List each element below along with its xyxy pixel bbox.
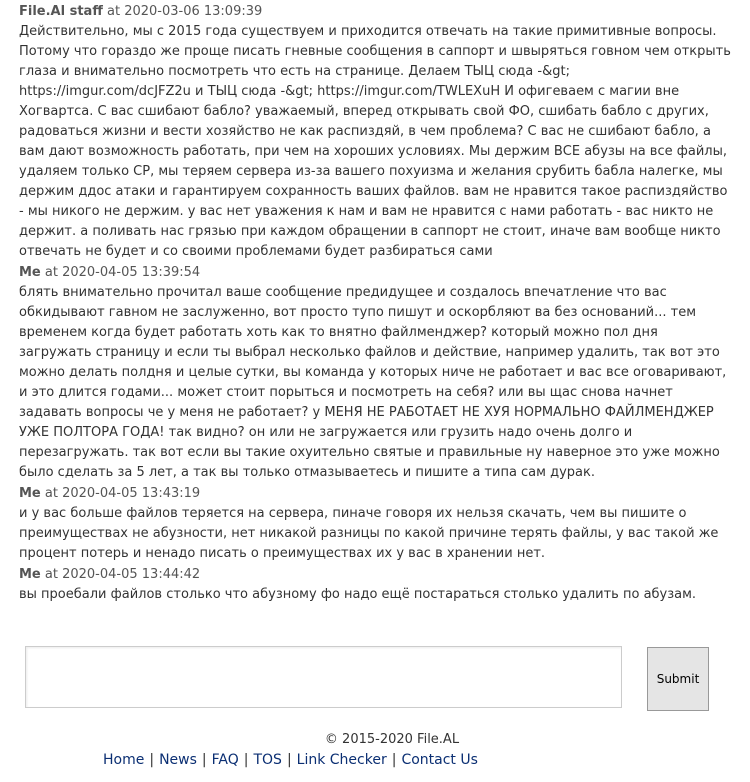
copyright-text: © 2015-2020 File.AL [324, 732, 460, 747]
message-date: at 2020-03-06 13:09:39 [107, 4, 263, 19]
message [19, 484, 734, 564]
message [19, 263, 734, 483]
footer-link-contact-us[interactable]: Contact Us [401, 752, 478, 768]
nav-separator: | [149, 752, 155, 768]
nav-separator: | [391, 752, 397, 768]
nav-separator: | [201, 752, 207, 768]
message-text: Действительно, мы с 2015 года существуем и приходится отвечать на такие примитивные вопросы. Потому что гораздо же проще писать гневные сообщения в саппорт и швыряться говном чем открыть глаза и внимательно посмотреть что есть на странице. Делаем ТЫЦ сюда -&gt; https://imgur.com/dcJFZ2u и ТЫЦ сюда -&gt; https://imgur.com/TWLEXuH И офигеваем с магии вне Хогвартса. С вас сшибают бабло? уважаемый, вперед открывать свой ФО, сшибать бабло с других, радоваться жизни и вести хозяйство не как распиздяй, в чем проблема? С вас не сшибают бабло, а вам дают возможность работать, при чем на хороших условиях. Мы держим ВСЕ абузы на все файлы, удаляем только СР, мы теряем сервера из-за вашего похуизма и желания срубить бабла налегке, мы держим ддос атаки и гарантируем сохранность ваших файлов. вам не нравится такое распиздяйство - мы никого не держим. у вас нет уважения к нам и вам не нравится с нами работать - вас никто не держит. а поливать нас грязью при каждом обращении в саппорт не стоит, иначе вам вообще никто отвечать не будет и со своими проблемами будет разбираться сами [19, 24, 731, 259]
message-date: at 2020-04-05 13:39:54 [44, 265, 201, 280]
message-date: at 2020-04-05 13:43:19 [44, 486, 201, 501]
message [19, 565, 734, 605]
message-header [19, 484, 734, 504]
message-text: и у вас больше файлов теряется на сервера, пиначе говоря их нельзя скачать, чем вы пишите о преимуществах не абузности, нет никакой разницы по какой причине терять файлы, у вас такой же процент потерь и ненадо писать о преимуществах их у вас в хранении нет. [19, 506, 719, 561]
message-text: вы проебали файлов столько что абузному фо надо ещё постараться столько удалить по абузам. [19, 587, 697, 602]
footer-link-faq[interactable]: FAQ [211, 752, 239, 768]
nav-separator: | [243, 752, 249, 768]
footer-nav [103, 750, 478, 770]
footer-link-tos[interactable]: TOS [253, 752, 282, 768]
message-thread [19, 2, 734, 606]
message-header [19, 263, 734, 283]
message-text: блять внимательно прочитал ваше сообщение предидущее и создалось впечатление что вас обкидывают гавном не заслуженно, вот просто тупо пишут и оскорбляют ва без оснований... тем временем когда будет работать хоть как то внятно файлменджер? который можно пол дня загружать страницу и если ты выбрал несколько файлов и действие, например удалить, так вот это можно делать полдня и целые сутки, вы команда у которых ниче не работает и вас все оговаривают, и это длится годами... может стоит порыться и посмотреть на себя? или вы щас снова начнет задавать вопросы че у меня не работает? у МЕНЯ НЕ РАБОТАЕТ НЕ ХУЯ НОРМАЛЬНО ФАЙЛМЕНДЖЕР УЖЕ ПОЛТОРА ГОДА! так видно? он или не загружается или грузить надо очень долго и перезагружать. так вот если вы такие охуительно святые и правильные ну наверное это уже можно было сделать за 5 лет, а так вы только отмазываетесь и пишите а типа сам дурак. [19, 285, 727, 480]
message-author: Me [19, 486, 41, 501]
reply-textarea[interactable] [25, 646, 622, 708]
nav-separator: | [286, 752, 292, 768]
message-date: at 2020-04-05 13:44:42 [44, 567, 201, 582]
message [19, 2, 734, 262]
message-header [19, 565, 734, 585]
footer-link-link-checker[interactable]: Link Checker [296, 752, 387, 768]
message-header [19, 2, 734, 22]
footer-link-home[interactable]: Home [103, 752, 145, 768]
submit-button[interactable]: Submit [647, 647, 709, 711]
message-author: Me [19, 567, 41, 582]
message-author: File.Al staff [19, 4, 103, 19]
footer-link-news[interactable]: News [159, 752, 197, 768]
message-author: Me [19, 265, 41, 280]
